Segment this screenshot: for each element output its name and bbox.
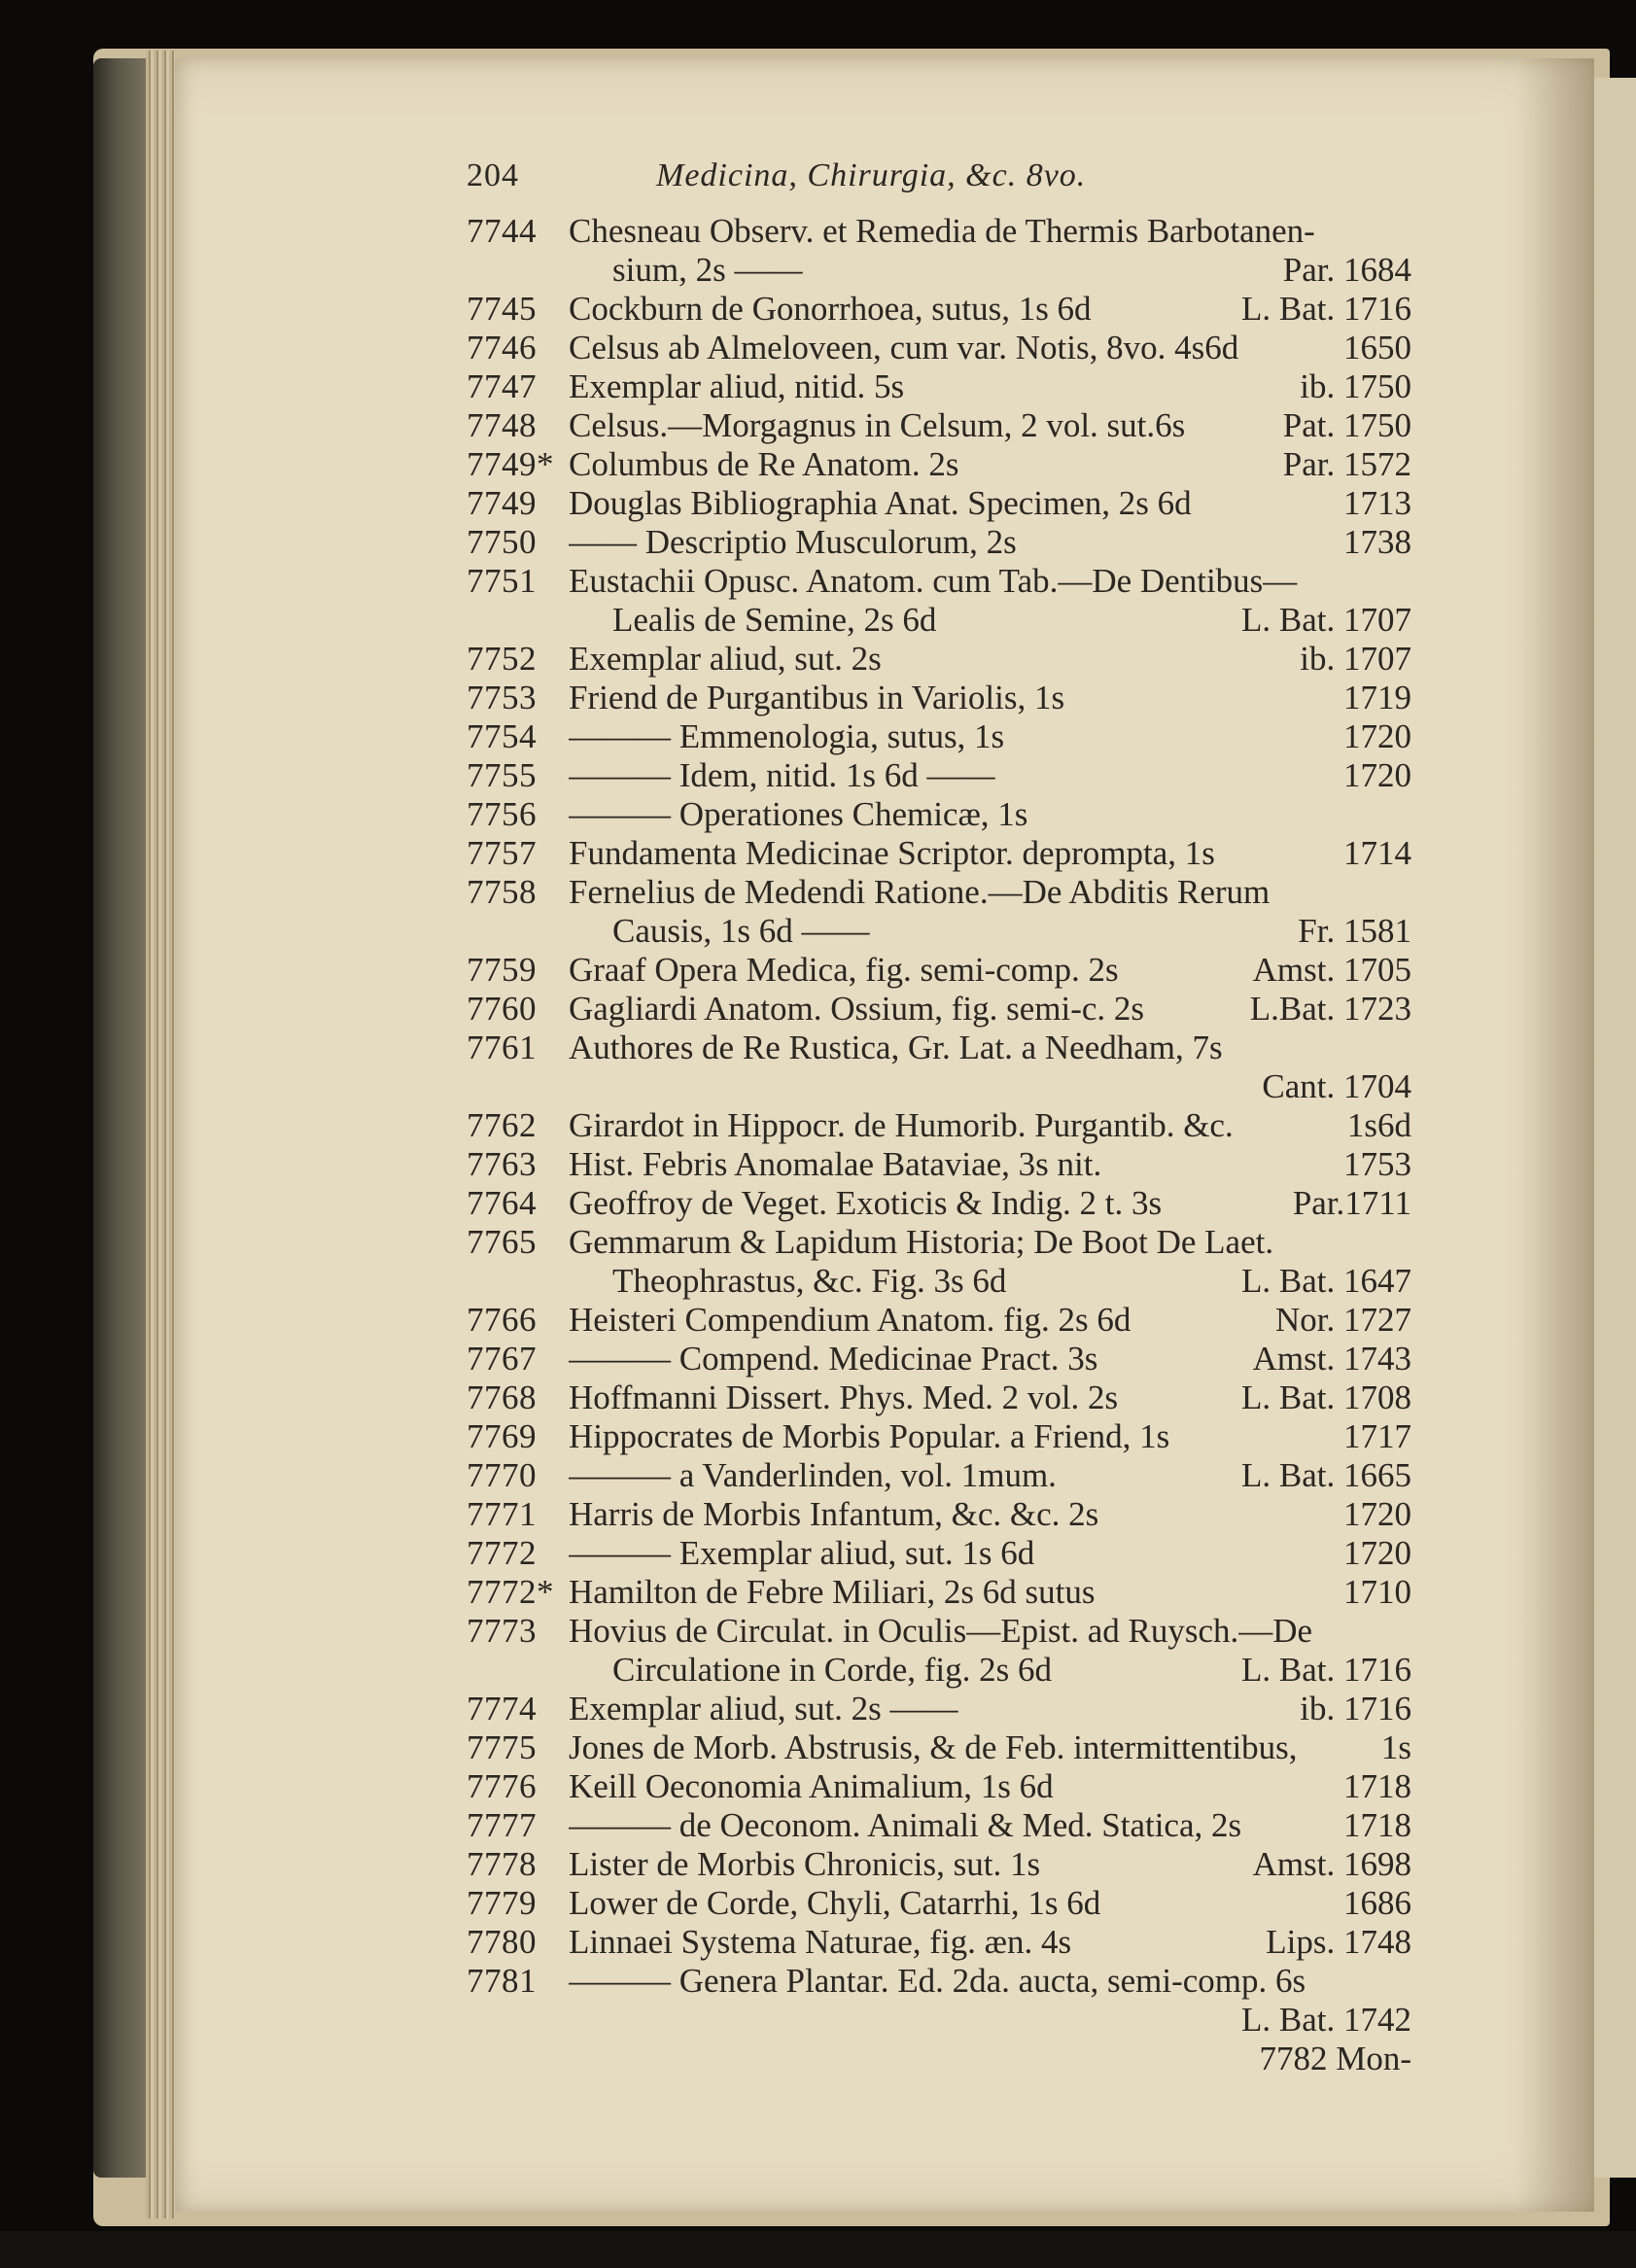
entry-imprint: 1720 — [1338, 1495, 1411, 1534]
catalogue-entry — [467, 1378, 1439, 1417]
lot-number: 7762 — [467, 1106, 537, 1144]
catalogue-entry — [467, 523, 1439, 562]
entry-continuation-line — [467, 1262, 1439, 1301]
entry-imprint: Par.1711 — [1287, 1184, 1411, 1223]
entry-description: Circulatione in Corde, fig. 2s 6d — [612, 1651, 1053, 1689]
entry-line — [467, 212, 1439, 251]
catalogue-entry — [467, 1612, 1439, 1690]
catalogue-entry — [467, 290, 1439, 329]
entry-description: Hamilton de Febre Miliari, 2s 6d sutus — [569, 1573, 1096, 1611]
lot-number: 7773 — [467, 1612, 537, 1650]
entry-description: Chesneau Observ. et Remedia de Thermis Barbotanen- — [569, 212, 1315, 250]
lot-number: 7759 — [467, 951, 537, 989]
catalogue-entry — [467, 1029, 1439, 1106]
catchword-line — [467, 2040, 1439, 2078]
lot-number: 7751 — [467, 562, 537, 600]
entry-imprint: 1738 — [1338, 523, 1411, 562]
lot-number: 7747 — [467, 367, 537, 405]
entry-description: Douglas Bibliographia Anat. Specimen, 2s 6d — [569, 484, 1192, 522]
entry-description: Fernelius de Medendi Ratione.—De Abditis Rerum — [569, 873, 1271, 911]
entry-description: Eustachii Opusc. Anatom. cum Tab.—De Dentibus— — [569, 562, 1298, 600]
lot-number: 7777 — [467, 1806, 537, 1844]
entry-imprint: ib. 1716 — [1294, 1690, 1411, 1728]
entry-description: Keill Oeconomia Animalium, 1s 6d — [569, 1767, 1054, 1805]
lot-number: 7761 — [467, 1029, 537, 1066]
entry-imprint: 1753 — [1338, 1145, 1411, 1184]
catalogue-entry — [467, 1767, 1439, 1806]
entry-line — [467, 951, 1439, 990]
lot-number: 7769 — [467, 1417, 537, 1455]
entry-line — [467, 329, 1439, 367]
entry-line — [467, 1456, 1439, 1495]
entry-continuation-line — [467, 251, 1439, 290]
entry-description: Hoffmanni Dissert. Phys. Med. 2 vol. 2s — [569, 1378, 1119, 1416]
entry-imprint: 1713 — [1338, 484, 1411, 523]
entry-description: Jones de Morb. Abstrusis, & de Feb. intermittentibus, — [569, 1728, 1298, 1766]
entry-imprint: Amst. 1705 — [1247, 951, 1411, 990]
entry-line — [467, 834, 1439, 873]
entry-imprint: Cant. 1704 — [1256, 1067, 1411, 1106]
lot-number: 7753 — [467, 679, 537, 716]
entry-description: ——— de Oeconom. Animali & Med. Statica, 2s — [569, 1806, 1242, 1844]
lot-number: 7781 — [467, 1962, 537, 2000]
entry-description: Linnaei Systema Naturae, fig. æn. 4s — [569, 1923, 1072, 1961]
entry-imprint: 1718 — [1338, 1806, 1411, 1845]
entry-line — [467, 484, 1439, 523]
lot-number: 7745 — [467, 290, 537, 328]
entry-description: Hist. Febris Anomalae Bataviae, 3s nit. — [569, 1145, 1102, 1183]
catalogue-entry — [467, 951, 1439, 990]
entry-imprint: L. Bat. 1647 — [1236, 1262, 1411, 1301]
entry-imprint: 1710 — [1338, 1573, 1411, 1612]
entry-line — [467, 1884, 1439, 1923]
catalogue-entry — [467, 445, 1439, 484]
entry-description: Harris de Morbis Infantum, &c. &c. 2s — [569, 1495, 1099, 1533]
entry-line — [467, 1923, 1439, 1962]
entry-description: Columbus de Re Anatom. 2s — [569, 445, 959, 483]
lot-number: 7770 — [467, 1456, 537, 1494]
catalogue-entry — [467, 406, 1439, 445]
entry-description: ——— Emmenologia, sutus, 1s — [569, 717, 1005, 755]
lot-number: 7749* — [467, 445, 554, 483]
lot-number: 7765 — [467, 1223, 537, 1261]
catalogue-entry — [467, 1223, 1439, 1301]
catalogue-entry — [467, 1962, 1439, 2040]
lot-number: 7779 — [467, 1884, 537, 1922]
entry-description: —— Descriptio Musculorum, 2s — [569, 523, 1017, 561]
running-header — [467, 146, 1439, 200]
catalogue-entry — [467, 1340, 1439, 1378]
catalogue-entry — [467, 1145, 1439, 1184]
catalogue-entry — [467, 756, 1439, 795]
facing-page-edge — [1594, 78, 1636, 2178]
entry-description: Celsus.—Morgagnus in Celsum, 2 vol. sut.6s — [569, 406, 1186, 444]
catalogue-entry — [467, 1534, 1439, 1573]
entry-line — [467, 679, 1439, 717]
catalogue-entry — [467, 640, 1439, 679]
entry-description: Exemplar aliud, sut. 2s — [569, 640, 882, 678]
entry-line — [467, 1223, 1439, 1262]
entry-line — [467, 562, 1439, 601]
entry-description: Celsus ab Almeloveen, cum var. Notis, 8vo. 4s6d — [569, 329, 1239, 366]
catalogue-entry — [467, 834, 1439, 873]
catalogue-entry — [467, 1845, 1439, 1884]
binding-edge — [93, 58, 152, 2178]
entry-continuation-line — [467, 2001, 1439, 2040]
catalogue-entry — [467, 1923, 1439, 1962]
entry-imprint: L. Bat. 1716 — [1236, 290, 1411, 329]
entry-description: Gagliardi Anatom. Ossium, fig. semi-c. 2s — [569, 990, 1145, 1028]
entry-description: Graaf Opera Medica, fig. semi-comp. 2s — [569, 951, 1119, 989]
entry-imprint: 1720 — [1338, 756, 1411, 795]
entry-line — [467, 1806, 1439, 1845]
entry-line — [467, 1767, 1439, 1806]
entry-imprint: L. Bat. 1742 — [1236, 2001, 1411, 2040]
lot-number: 7771 — [467, 1495, 537, 1533]
entry-imprint: Par. 1572 — [1277, 445, 1411, 484]
lot-number: 7755 — [467, 756, 537, 794]
entry-imprint: 1720 — [1338, 1534, 1411, 1573]
lot-number: 7760 — [467, 990, 537, 1028]
entry-description: ——— Genera Plantar. Ed. 2da. aucta, semi-comp. 6s — [569, 1962, 1306, 2000]
entry-imprint: 1s6d — [1341, 1106, 1411, 1145]
lot-number: 7780 — [467, 1923, 537, 1961]
entry-imprint: Fr. 1581 — [1292, 912, 1411, 951]
page-edges — [146, 51, 175, 2218]
lot-number: 7758 — [467, 873, 537, 911]
catalogue-entry — [467, 1417, 1439, 1456]
entry-line — [467, 523, 1439, 562]
lot-number: 7754 — [467, 717, 537, 755]
entry-description: Exemplar aliud, sut. 2s —— — [569, 1690, 958, 1727]
lot-number: 7767 — [467, 1340, 537, 1378]
catchword: 7782 Mon- — [1259, 2040, 1411, 2077]
catalogue-entry — [467, 484, 1439, 523]
entry-line — [467, 1340, 1439, 1378]
entry-line — [467, 1728, 1439, 1767]
entry-line — [467, 1690, 1439, 1728]
entry-imprint: L. Bat. 1708 — [1236, 1378, 1411, 1417]
entry-line — [467, 1573, 1439, 1612]
entry-description: Friend de Purgantibus in Variolis, 1s — [569, 679, 1065, 716]
entry-imprint: 1714 — [1338, 834, 1411, 873]
entry-imprint: Amst. 1698 — [1247, 1845, 1411, 1884]
entry-description: ——— Idem, nitid. 1s 6d —— — [569, 756, 995, 794]
lot-number: 7746 — [467, 329, 537, 366]
entry-imprint: 1719 — [1338, 679, 1411, 717]
lot-number: 7768 — [467, 1378, 537, 1416]
catalogue-entry — [467, 1495, 1439, 1534]
entry-line — [467, 1962, 1439, 2001]
entry-line — [467, 290, 1439, 329]
entry-line — [467, 1612, 1439, 1651]
entry-description: Fundamenta Medicinae Scriptor. deprompta, 1s — [569, 834, 1215, 872]
lot-number: 7752 — [467, 640, 537, 678]
entry-line — [467, 756, 1439, 795]
lot-number: 7764 — [467, 1184, 537, 1222]
entry-line — [467, 717, 1439, 756]
entry-imprint: Nor. 1727 — [1270, 1301, 1411, 1340]
entry-description: Authores de Re Rustica, Gr. Lat. a Needham, 7s — [569, 1029, 1223, 1066]
entry-imprint: 1650 — [1338, 329, 1411, 367]
catalogue-entry — [467, 1456, 1439, 1495]
entry-description: Geoffroy de Veget. Exoticis & Indig. 2 t. 3s — [569, 1184, 1163, 1222]
lot-number: 7757 — [467, 834, 537, 872]
entry-line — [467, 1301, 1439, 1340]
entry-line — [467, 445, 1439, 484]
entry-imprint: 1717 — [1338, 1417, 1411, 1456]
lot-number: 7749 — [467, 484, 537, 522]
catalogue-entry — [467, 717, 1439, 756]
entry-imprint: Par. 1684 — [1277, 251, 1411, 290]
page-number: 204 — [467, 157, 519, 193]
entry-description: Lister de Morbis Chronicis, sut. 1s — [569, 1845, 1041, 1883]
catalogue-entry — [467, 1184, 1439, 1223]
entry-description: Hovius de Circulat. in Oculis—Epist. ad Ruysch.—De — [569, 1612, 1313, 1650]
lot-number: 7748 — [467, 406, 537, 444]
entry-imprint: L. Bat. 1707 — [1236, 601, 1411, 640]
lot-number: 7744 — [467, 212, 537, 250]
entry-line — [467, 1495, 1439, 1534]
catalogue-entry — [467, 1690, 1439, 1728]
entry-imprint: 1s — [1375, 1728, 1411, 1767]
entry-imprint: ib. 1750 — [1294, 367, 1411, 406]
entry-line — [467, 1184, 1439, 1223]
entry-description: ——— Compend. Medicinae Pract. 3s — [569, 1340, 1098, 1378]
entry-continuation-line — [467, 1651, 1439, 1690]
entry-imprint: L.Bat. 1723 — [1244, 990, 1411, 1029]
entry-description: ——— Exemplar aliud, sut. 1s 6d — [569, 1534, 1035, 1572]
lot-number: 7756 — [467, 795, 537, 833]
entry-description: ——— Operationes Chemicæ, 1s — [569, 795, 1028, 833]
entry-imprint: 1718 — [1338, 1767, 1411, 1806]
lot-number: 7775 — [467, 1728, 537, 1766]
entry-description: Lealis de Semine, 2s 6d — [612, 601, 937, 639]
catalogue-entry — [467, 1106, 1439, 1145]
entry-line — [467, 873, 1439, 912]
entry-description: ——— a Vanderlinden, vol. 1mum. — [569, 1456, 1057, 1494]
entry-imprint: Lips. 1748 — [1260, 1923, 1411, 1962]
catalogue-entry — [467, 329, 1439, 367]
entry-imprint: L. Bat. 1665 — [1236, 1456, 1411, 1495]
entry-imprint: Pat. 1750 — [1277, 406, 1411, 445]
catalogue-entry — [467, 1728, 1439, 1767]
entry-line — [467, 795, 1439, 834]
entry-line — [467, 1845, 1439, 1884]
catalogue-entry — [467, 367, 1439, 406]
entry-description: sium, 2s —— — [612, 251, 803, 289]
catalogue-entries — [467, 212, 1439, 2078]
lot-number: 7766 — [467, 1301, 537, 1339]
lot-number: 7776 — [467, 1767, 537, 1805]
entry-line — [467, 1106, 1439, 1145]
catalogue-entry — [467, 795, 1439, 834]
entry-description: Girardot in Hippocr. de Humorib. Purgantib. &c. — [569, 1106, 1234, 1144]
catalogue-entry — [467, 212, 1439, 290]
entry-imprint: Amst. 1743 — [1247, 1340, 1411, 1378]
lot-number: 7774 — [467, 1690, 537, 1727]
catalogue-entry — [467, 562, 1439, 640]
catalogue-entry — [467, 1301, 1439, 1340]
entry-line — [467, 640, 1439, 679]
entry-description: Lower de Corde, Chyli, Catarrhi, 1s 6d — [569, 1884, 1101, 1922]
entry-continuation-line — [467, 601, 1439, 640]
entry-imprint: 1686 — [1338, 1884, 1411, 1923]
catalogue-entry — [467, 990, 1439, 1029]
entry-line — [467, 1417, 1439, 1456]
catalogue-entry — [467, 1573, 1439, 1612]
lot-number: 7778 — [467, 1845, 537, 1883]
entry-description: Heisteri Compendium Anatom. fig. 2s 6d — [569, 1301, 1131, 1339]
entry-line — [467, 1145, 1439, 1184]
catalogue-entry — [467, 1884, 1439, 1923]
entry-description: Hippocrates de Morbis Popular. a Friend, 1s — [569, 1417, 1170, 1455]
entry-description: Theophrastus, &c. Fig. 3s 6d — [612, 1262, 1007, 1300]
entry-line — [467, 1534, 1439, 1573]
entry-line — [467, 367, 1439, 406]
scan-border — [0, 2231, 1636, 2268]
entry-imprint: ib. 1707 — [1294, 640, 1411, 679]
entry-line — [467, 990, 1439, 1029]
entry-continuation-line — [467, 1067, 1439, 1106]
entry-imprint: L. Bat. 1716 — [1236, 1651, 1411, 1690]
gutter-shadow — [1516, 58, 1594, 2212]
catalogue-entry — [467, 873, 1439, 951]
entry-line — [467, 1378, 1439, 1417]
entry-line — [467, 406, 1439, 445]
entry-line — [467, 1029, 1439, 1067]
entry-continuation-line — [467, 912, 1439, 951]
lot-number: 7763 — [467, 1145, 537, 1183]
catalogue-entry — [467, 679, 1439, 717]
entry-description: Gemmarum & Lapidum Historia; De Boot De Laet. — [569, 1223, 1274, 1261]
entry-description: Causis, 1s 6d —— — [612, 912, 870, 950]
entry-description: Cockburn de Gonorrhoea, sutus, 1s 6d — [569, 290, 1092, 328]
lot-number: 7772 — [467, 1534, 537, 1572]
catalogue-entry — [467, 1806, 1439, 1845]
entry-description: Exemplar aliud, nitid. 5s — [569, 367, 905, 405]
lot-number: 7750 — [467, 523, 537, 561]
lot-number: 7772* — [467, 1573, 554, 1611]
entry-imprint: 1720 — [1338, 717, 1411, 756]
running-title: Medicina, Chirurgia, &c. 8vo. — [656, 157, 1087, 193]
